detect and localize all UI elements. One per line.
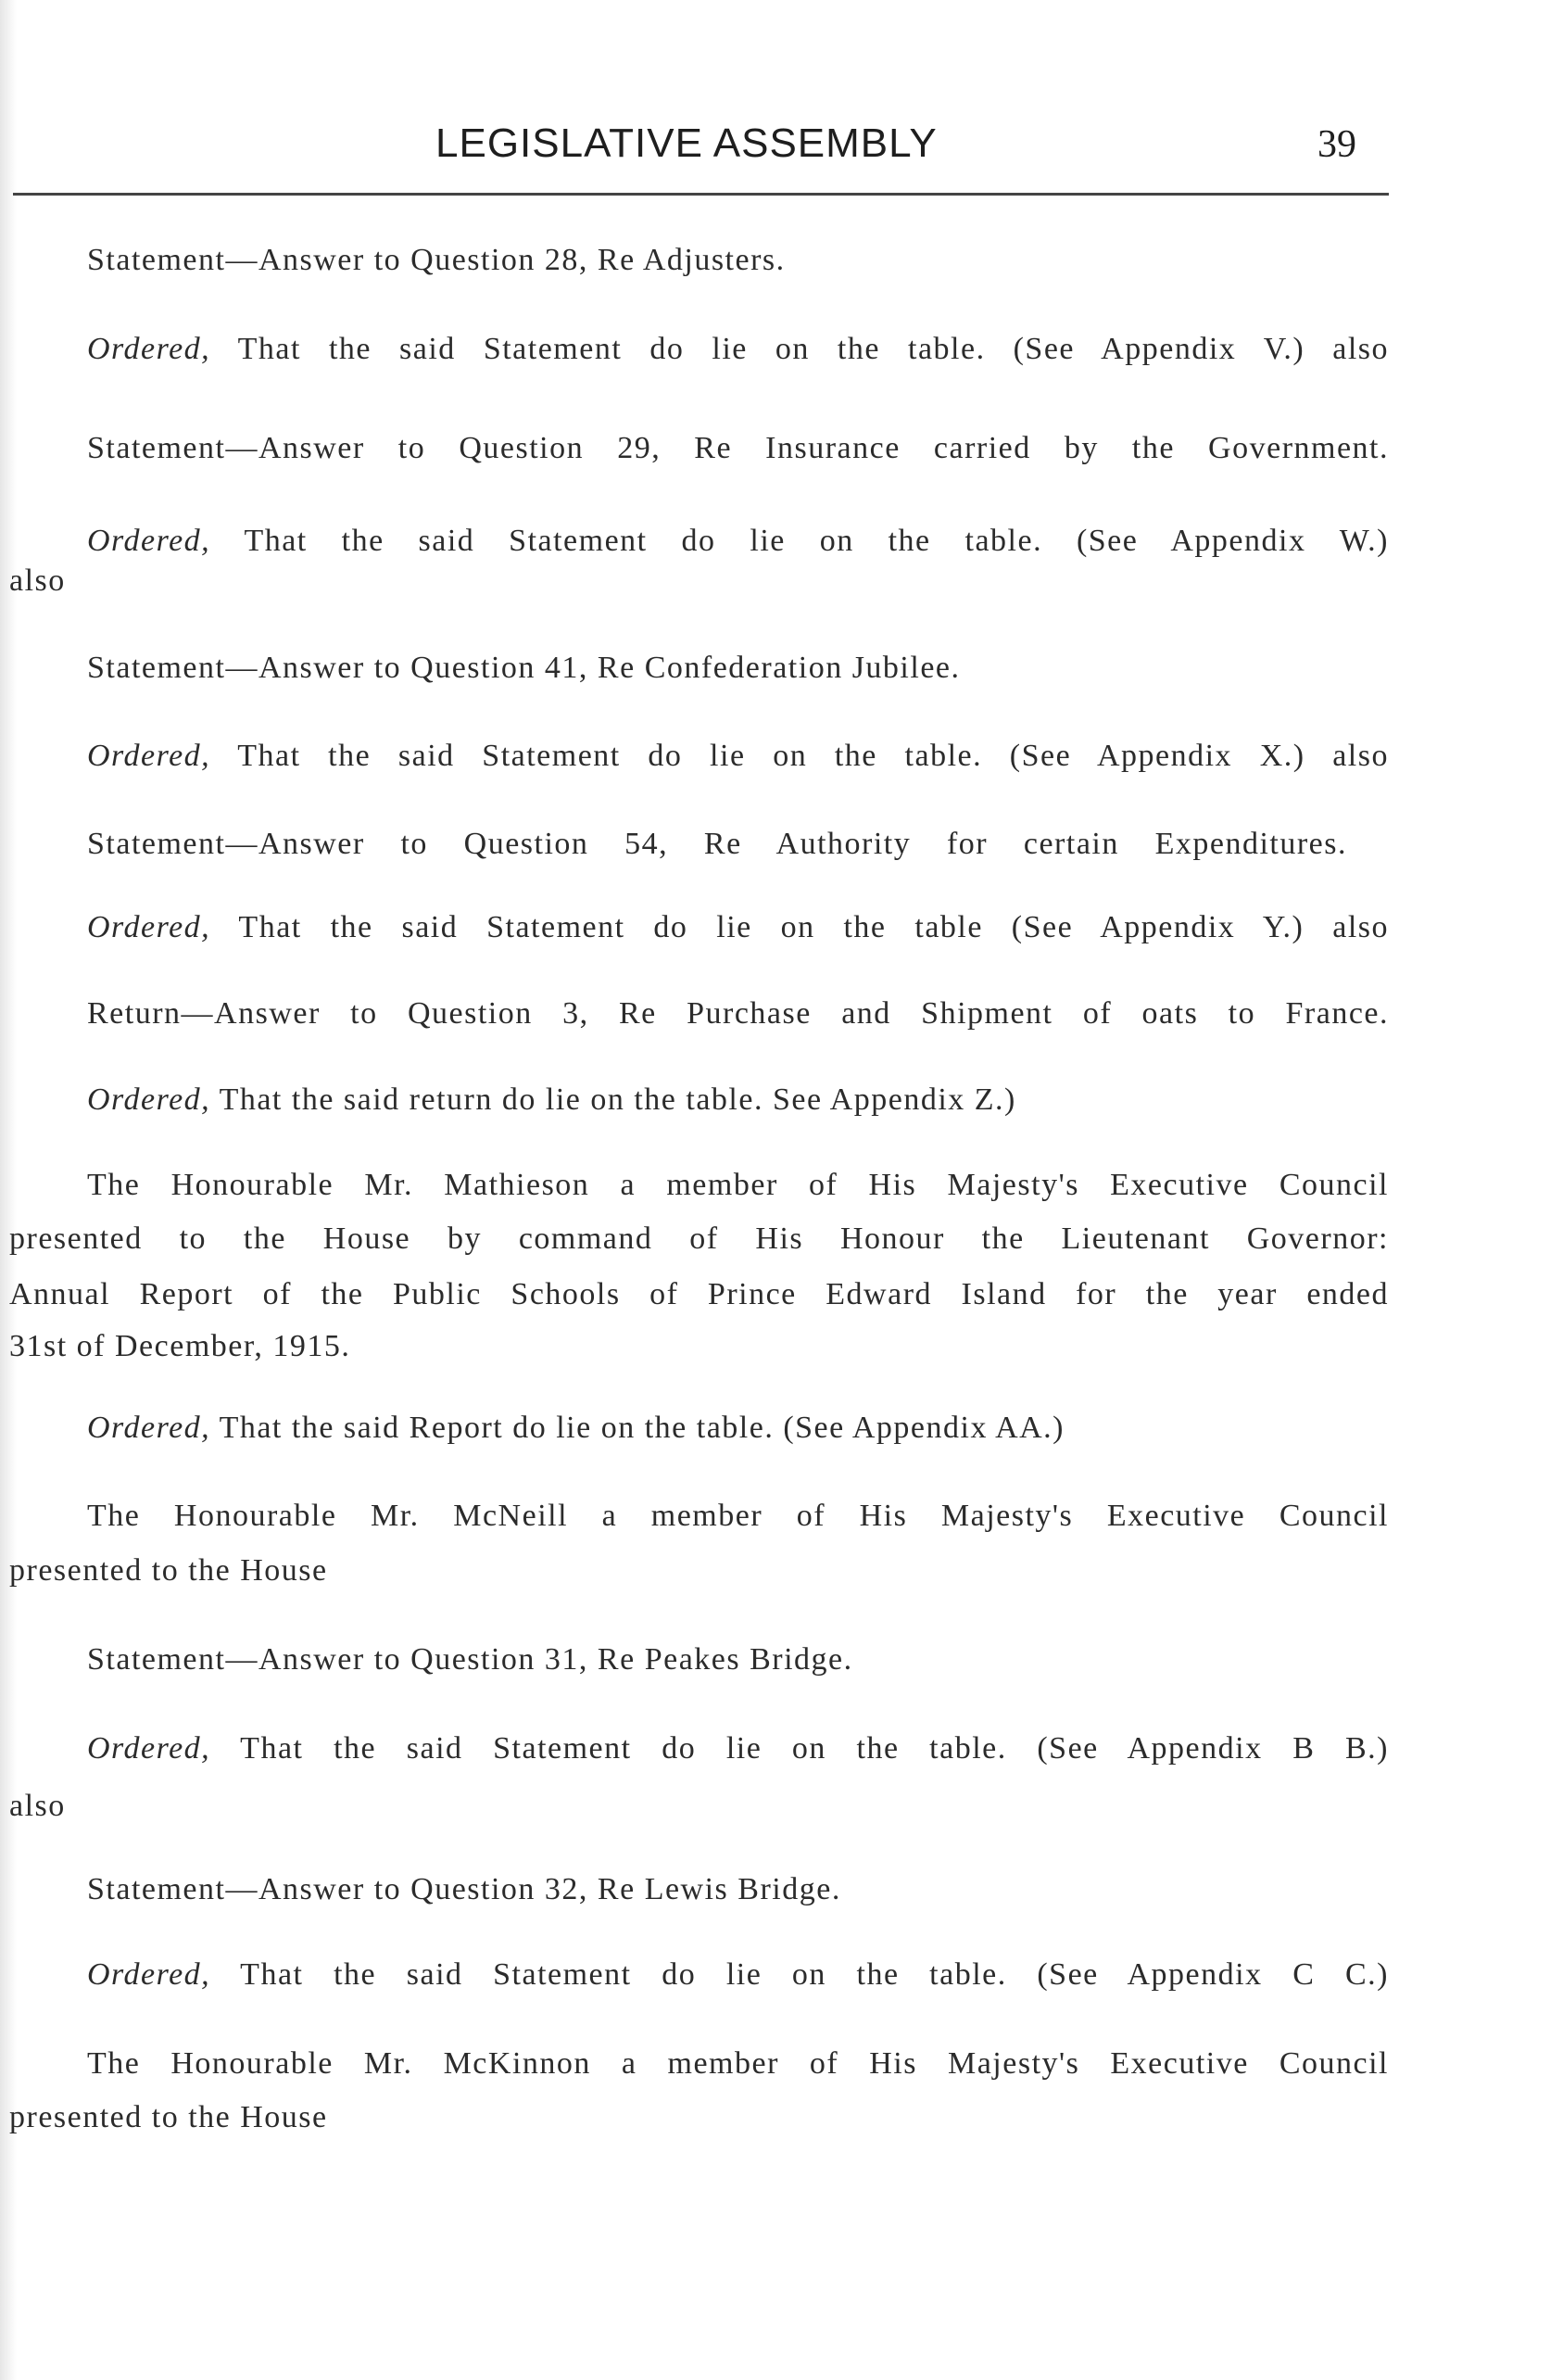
text-line: Statement—Answer to Question 54, Re Authority for certain Expenditures. bbox=[87, 827, 1347, 861]
text-line: Ordered, That the said Statement do lie on the table. (See Appendix V.) also bbox=[87, 332, 1389, 366]
text-line: The Honourable Mr. Mathieson a member of His Majesty's Executive Council bbox=[87, 1168, 1389, 1202]
text-line: Statement—Answer to Question 31, Re Peakes Bridge. bbox=[87, 1642, 853, 1677]
text-line: Statement—Answer to Question 29, Re Insurance carried by the Government. bbox=[87, 431, 1389, 465]
page-edge-shadow bbox=[0, 0, 17, 2380]
text-line: Statement—Answer to Question 32, Re Lewis Bridge. bbox=[87, 1872, 841, 1906]
text-line: presented to the House bbox=[9, 1553, 328, 1588]
text-line: Ordered, That the said Statement do lie on the table. (See Appendix X.) also bbox=[87, 739, 1389, 773]
text-line: Ordered, That the said Statement do lie on the table. (See Appendix B B.) bbox=[87, 1731, 1389, 1766]
text-line: Ordered, That the said Statement do lie on the table. (See Appendix C C.) bbox=[87, 1957, 1389, 1992]
running-title: LEGISLATIVE ASSEMBLY bbox=[435, 120, 938, 166]
text-line: also bbox=[9, 1789, 66, 1823]
text-line: Ordered, That the said Report do lie on the table. (See Appendix AA.) bbox=[87, 1411, 1065, 1445]
header-rule bbox=[13, 193, 1389, 196]
text-line: presented to the House by command of His Honour the Lieutenant Governor: bbox=[9, 1222, 1389, 1256]
text-line: also bbox=[9, 563, 66, 598]
text-line: 31st of December, 1915. bbox=[9, 1329, 351, 1363]
page-header bbox=[0, 120, 1563, 176]
text-line: The Honourable Mr. McNeill a member of His Majesty's Executive Council bbox=[87, 1499, 1389, 1533]
text-line: Return—Answer to Question 3, Re Purchase and Shipment of oats to France. bbox=[87, 996, 1389, 1031]
text-line: Statement—Answer to Question 41, Re Confederation Jubilee. bbox=[87, 651, 961, 685]
text-line: Statement—Answer to Question 28, Re Adjusters. bbox=[87, 243, 786, 277]
text-line: Ordered, That the said Statement do lie on the table. (See Appendix W.) bbox=[87, 524, 1389, 558]
text-line: Ordered, That the said Statement do lie on the table (See Appendix Y.) also bbox=[87, 910, 1389, 944]
text-line: Annual Report of the Public Schools of Prince Edward Island for the year ended bbox=[9, 1277, 1389, 1311]
text-line: Ordered, That the said return do lie on the table. See Appendix Z.) bbox=[87, 1082, 1016, 1117]
text-line: presented to the House bbox=[9, 2100, 328, 2134]
text-line: The Honourable Mr. McKinnon a member of His Majesty's Executive Council bbox=[87, 2046, 1389, 2081]
page-number: 39 bbox=[1317, 123, 1356, 166]
